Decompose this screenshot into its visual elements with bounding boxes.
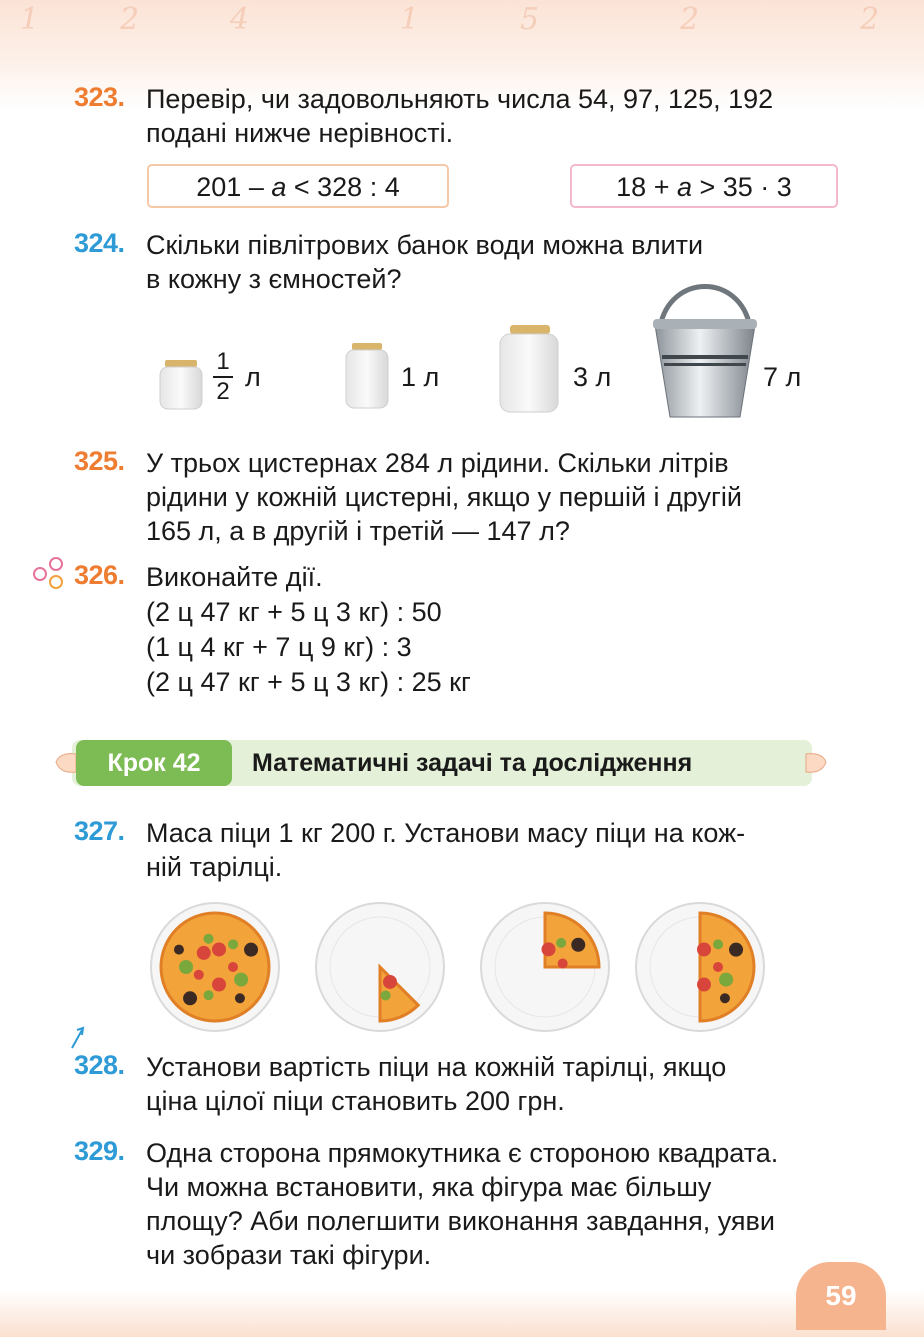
decorative-digit: 1 — [20, 2, 40, 37]
pizza-topping — [212, 942, 226, 956]
fraction-denominator: 2 — [216, 378, 230, 405]
task-text — [146, 1050, 838, 1118]
pizza-topping — [228, 939, 238, 949]
pizza-topping — [197, 946, 211, 960]
pizza-topping — [194, 970, 204, 980]
pizza-topping — [571, 938, 585, 952]
expr-part: 201 – — [196, 172, 272, 202]
text-line: Установи вартість піци на кожній тарілці, якщо — [146, 1052, 727, 1082]
expression-line: (1 ц 4 кг + 7 ц 9 кг) : 3 — [146, 632, 412, 662]
text-line: чи зобрази такі фігури. — [146, 1240, 432, 1270]
text-line: ціна цілої піци становить 200 грн. — [146, 1086, 565, 1116]
task-number: 326. — [74, 560, 125, 590]
expr-part: > 35 · 3 — [692, 172, 792, 202]
task-number: 324. — [74, 228, 125, 258]
pizza-topping — [183, 991, 197, 1005]
expr-part: < 328 : 4 — [286, 172, 400, 202]
pizza-topping — [697, 978, 711, 992]
three-liter-jar-icon — [500, 325, 558, 412]
bucket-icon — [653, 287, 757, 418]
decorative-digit: 2 — [680, 2, 700, 37]
pizza-topping — [713, 939, 723, 949]
pizza-topping — [558, 958, 568, 968]
pizza-topping — [234, 973, 248, 987]
pizza-topping — [720, 993, 730, 1003]
pizza-topping — [244, 943, 258, 957]
pizza-topping — [228, 962, 238, 972]
expression-line: (2 ц 47 кг + 5 ц 3 кг) : 50 — [146, 597, 442, 627]
task-text — [146, 82, 838, 150]
half-liter-jar-icon — [160, 360, 202, 409]
bottom-decorative-band — [0, 1290, 924, 1337]
text-line: Одна сторона прямокутника є стороною квадрата. — [146, 1138, 779, 1168]
pizza-topping — [697, 942, 711, 956]
text-line: 165 л, а в другій і третій — 147 л? — [146, 516, 570, 546]
task-text — [146, 1136, 838, 1272]
task-text — [146, 446, 838, 548]
text-line: Скільки півлітрових банок води можна влити — [146, 230, 704, 260]
pizza-topping — [719, 973, 733, 987]
pizza-topping — [381, 990, 391, 1000]
decorative-digit: 2 — [860, 2, 880, 37]
pizza-topping — [383, 975, 397, 989]
vessel-label: 1 л — [401, 362, 440, 392]
expr-part: 18 + — [616, 172, 677, 202]
inequality-box — [570, 164, 838, 208]
pizza-topping — [204, 934, 214, 944]
text-line: Виконайте дії. — [146, 562, 323, 592]
task-number: 323. — [74, 82, 125, 112]
arrow-icon — [68, 1024, 88, 1052]
pizza-topping — [729, 943, 743, 957]
hand-right-icon — [804, 748, 830, 778]
variable: a — [271, 172, 287, 202]
text-line: ній тарілці. — [146, 852, 283, 882]
hand-left-icon — [52, 748, 78, 778]
pizza-topping — [174, 945, 184, 955]
text-line: площу? Аби полегшити виконання завдання, уяви — [146, 1206, 775, 1236]
fraction-numerator: 1 — [216, 348, 230, 375]
step-label: Крок 42 — [76, 740, 232, 786]
task-number: 329. — [74, 1136, 125, 1166]
task-text — [146, 560, 838, 700]
pizza-topping — [713, 962, 723, 972]
inequality-box — [147, 164, 449, 208]
text-line: подані нижче нерівності. — [146, 118, 454, 148]
pizza-plates-illustration — [140, 895, 780, 1035]
one-liter-jar-icon — [346, 343, 388, 408]
pair-work-icon — [30, 556, 66, 590]
fraction-one-half — [213, 350, 233, 404]
text-line: Перевір, чи задовольняють числа 54, 97, 125, 192 — [146, 84, 774, 114]
step-title: Математичні задачі та дослідження — [252, 749, 693, 777]
pizza-topping — [542, 942, 556, 956]
variable: a — [676, 172, 692, 202]
pizza-topping — [235, 993, 245, 1003]
page-number: 59 — [796, 1262, 886, 1330]
text-line: рідини у кожній цистерні, якщо у першій і другій — [146, 482, 742, 512]
text-line: Маса піци 1 кг 200 г. Установи масу піци на кож- — [146, 818, 746, 848]
vessel-label: л — [245, 362, 261, 392]
task-number: 325. — [74, 446, 125, 476]
task-text — [146, 816, 838, 884]
pizza-topping — [556, 938, 566, 948]
text-line: У трьох цистернах 284 л рідини. Скільки літрів — [146, 448, 729, 478]
expression-line: (2 ц 47 кг + 5 ц 3 кг) : 25 кг — [146, 667, 471, 697]
text-line: в кожну з ємностей? — [146, 264, 402, 294]
pizza-topping — [212, 978, 226, 992]
decorative-digit: 1 — [400, 2, 420, 37]
pizza-portion — [161, 913, 269, 1021]
task-number: 327. — [74, 816, 125, 846]
decorative-digit: 5 — [520, 2, 540, 37]
decorative-digit: 2 — [120, 2, 140, 37]
text-line: Чи можна встановити, яка фігура має більшу — [146, 1172, 712, 1202]
vessels-illustration — [150, 275, 850, 425]
pizza-topping — [179, 960, 193, 974]
pizza-topping — [204, 990, 214, 1000]
task-number: 328. — [74, 1050, 125, 1080]
vessel-label: 3 л — [573, 362, 612, 392]
decorative-digit: 4 — [230, 2, 250, 37]
vessel-label: 7 л — [763, 362, 802, 392]
